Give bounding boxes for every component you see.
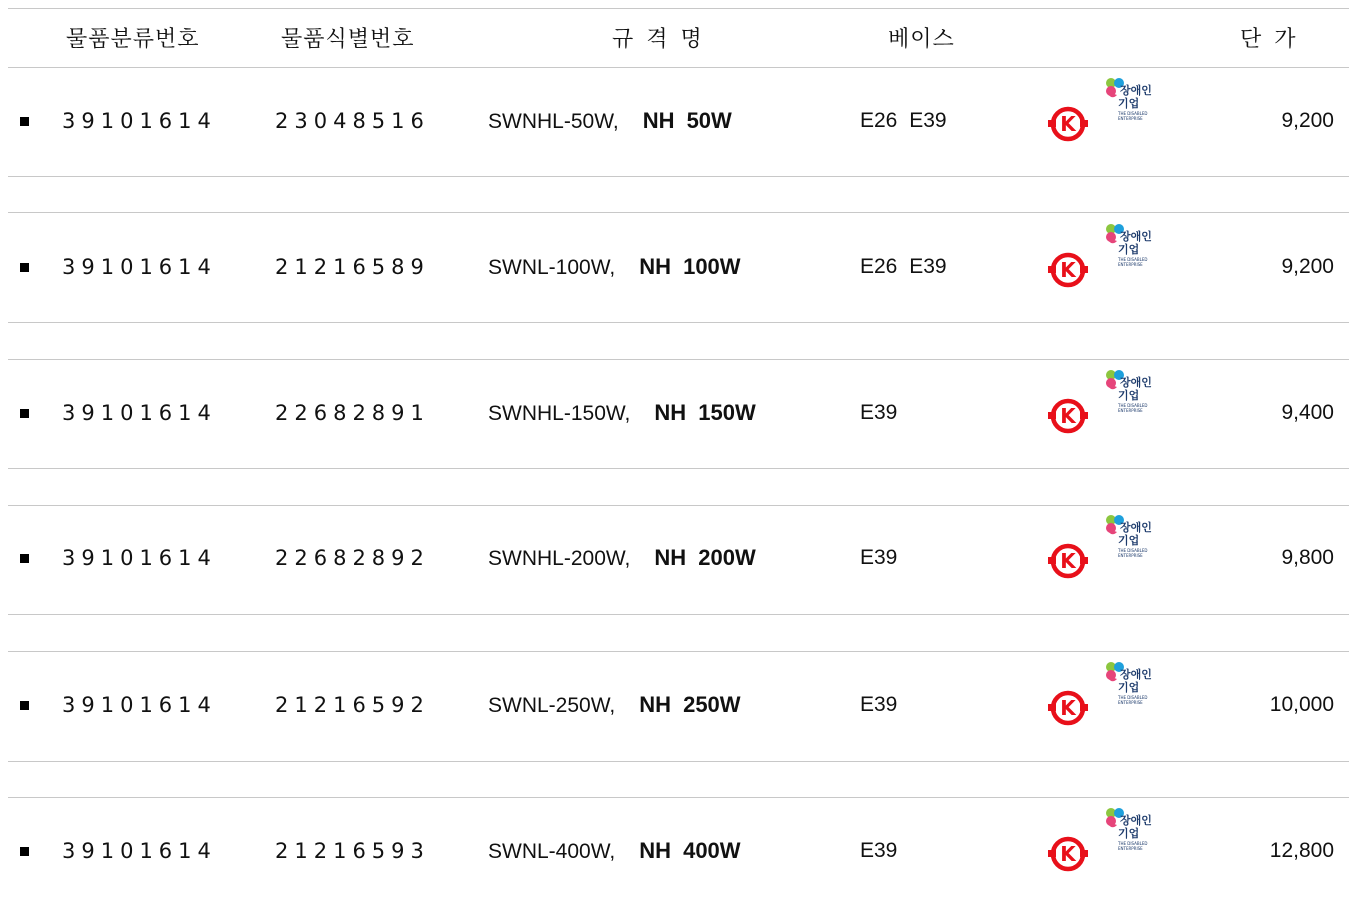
row-divider [8, 614, 1349, 615]
disabled-enterprise-line2: 기업 [1118, 97, 1140, 110]
classification-no-cell: 39101614 [62, 255, 217, 279]
disabled-enterprise-logo [1100, 661, 1160, 709]
unit-price-cell: 9,400 [1281, 401, 1334, 424]
row-divider [8, 212, 1349, 213]
spec-rating: NH 200W [654, 545, 756, 570]
k-mark-letter: K [1060, 842, 1076, 866]
disabled-enterprise-line1: 장애인 [1120, 84, 1152, 97]
k-mark-icon [1047, 105, 1089, 143]
disabled-enterprise-logo [1100, 807, 1160, 855]
item-id-no-cell: 21216593 [275, 839, 430, 863]
row-divider [8, 176, 1349, 177]
model-name: SWNHL-200W, [488, 547, 631, 570]
item-id-no-cell: 21216592 [275, 693, 430, 717]
disabled-enterprise-sub: THE DISABLED ENTERPRISE [1118, 841, 1148, 851]
disabled-enterprise-line1: 장애인 [1120, 814, 1152, 827]
model-name: SWNL-400W, [488, 840, 616, 863]
header-bottom-border [8, 67, 1349, 68]
unit-price-cell: 9,200 [1281, 109, 1334, 132]
disabled-enterprise-line1: 장애인 [1120, 230, 1152, 243]
k-mark-icon [1047, 251, 1089, 289]
table-row [0, 376, 1353, 433]
model-name: SWNL-100W, [488, 256, 616, 279]
item-id-no-cell: 22682891 [275, 401, 430, 425]
k-mark-icon [1047, 542, 1089, 580]
disabled-enterprise-line2: 기업 [1118, 534, 1140, 547]
classification-no-cell: 39101614 [62, 401, 217, 425]
base-cell: E39 [860, 693, 898, 716]
disabled-enterprise-sub: THE DISABLED ENTERPRISE [1118, 257, 1148, 267]
unit-price-cell: 12,800 [1269, 839, 1334, 862]
disabled-enterprise-sub: THE DISABLED ENTERPRISE [1118, 111, 1148, 121]
bullet-icon [20, 409, 29, 418]
unit-price-cell: 9,200 [1281, 255, 1334, 278]
disabled-enterprise-sub: THE DISABLED ENTERPRISE [1118, 403, 1148, 413]
base-cell: E39 [860, 839, 898, 862]
k-mark-letter: K [1060, 549, 1076, 573]
classification-no-cell: 39101614 [62, 546, 217, 570]
disabled-enterprise-logo [1100, 369, 1160, 417]
bullet-icon [20, 263, 29, 272]
header-unit-price: 단 가 [1240, 27, 1299, 52]
header-item-id-no: 물품식별번호 [281, 27, 415, 52]
row-divider [8, 797, 1349, 798]
base-cell: E39 [860, 546, 898, 569]
disabled-enterprise-sub: THE DISABLED ENTERPRISE [1118, 548, 1148, 558]
row-divider [8, 505, 1349, 506]
table-row [0, 668, 1353, 725]
row-divider [8, 761, 1349, 762]
row-divider [8, 651, 1349, 652]
header-base: 베이스 [888, 27, 955, 52]
disabled-enterprise-line2: 기업 [1118, 243, 1140, 256]
disabled-enterprise-logo [1100, 223, 1160, 271]
unit-price-cell: 9,800 [1281, 546, 1334, 569]
base-cell: E39 [860, 401, 898, 424]
bullet-icon [20, 554, 29, 563]
disabled-enterprise-sub: THE DISABLED ENTERPRISE [1118, 695, 1148, 705]
spec-cell [488, 101, 732, 141]
classification-no-cell: 39101614 [62, 109, 217, 133]
disabled-enterprise-line2: 기업 [1118, 827, 1140, 840]
spec-rating: NH 50W [642, 108, 732, 133]
disabled-enterprise-line1: 장애인 [1120, 376, 1152, 389]
disabled-enterprise-logo [1100, 514, 1160, 562]
k-mark-letter: K [1060, 696, 1076, 720]
row-divider [8, 359, 1349, 360]
item-id-no-cell: 22682892 [275, 546, 430, 570]
disabled-enterprise-line2: 기업 [1118, 389, 1140, 402]
classification-no-cell: 39101614 [62, 839, 217, 863]
row-divider [8, 468, 1349, 469]
disabled-enterprise-line2: 기업 [1118, 681, 1140, 694]
table-top-border [8, 8, 1349, 9]
model-name: SWNL-250W, [488, 694, 616, 717]
header-classification-no: 물품분류번호 [66, 27, 200, 52]
k-mark-letter: K [1060, 258, 1076, 282]
k-mark-icon [1047, 689, 1089, 727]
disabled-enterprise-line1: 장애인 [1120, 668, 1152, 681]
disabled-enterprise-line1: 장애인 [1120, 521, 1152, 534]
spec-cell [488, 685, 741, 725]
bullet-icon [20, 117, 29, 126]
spec-cell [488, 247, 741, 287]
k-mark-icon [1047, 835, 1089, 873]
k-mark-letter: K [1060, 404, 1076, 428]
bullet-icon [20, 847, 29, 856]
header-spec-name: 규 격 명 [612, 27, 705, 52]
bullet-icon [20, 701, 29, 710]
model-name: SWNHL-50W, [488, 110, 619, 133]
unit-price-cell: 10,000 [1269, 693, 1334, 716]
item-id-no-cell: 23048516 [275, 109, 430, 133]
k-mark-icon [1047, 397, 1089, 435]
spec-cell [488, 393, 756, 433]
spec-rating: NH 150W [654, 400, 756, 425]
table-row [0, 814, 1353, 871]
disabled-enterprise-logo [1100, 77, 1160, 125]
row-divider [8, 322, 1349, 323]
classification-no-cell: 39101614 [62, 693, 217, 717]
model-name: SWNHL-150W, [488, 402, 631, 425]
base-cell: E26 E39 [860, 255, 947, 278]
table-row [0, 521, 1353, 578]
table-row [0, 84, 1353, 141]
spec-rating: NH 250W [639, 692, 741, 717]
k-mark-letter: K [1060, 112, 1076, 136]
base-cell: E26 E39 [860, 109, 947, 132]
spec-rating: NH 100W [639, 254, 741, 279]
table-row [0, 230, 1353, 287]
spec-cell [488, 831, 741, 871]
item-id-no-cell: 21216589 [275, 255, 430, 279]
spec-cell [488, 538, 756, 578]
spec-rating: NH 400W [639, 838, 741, 863]
